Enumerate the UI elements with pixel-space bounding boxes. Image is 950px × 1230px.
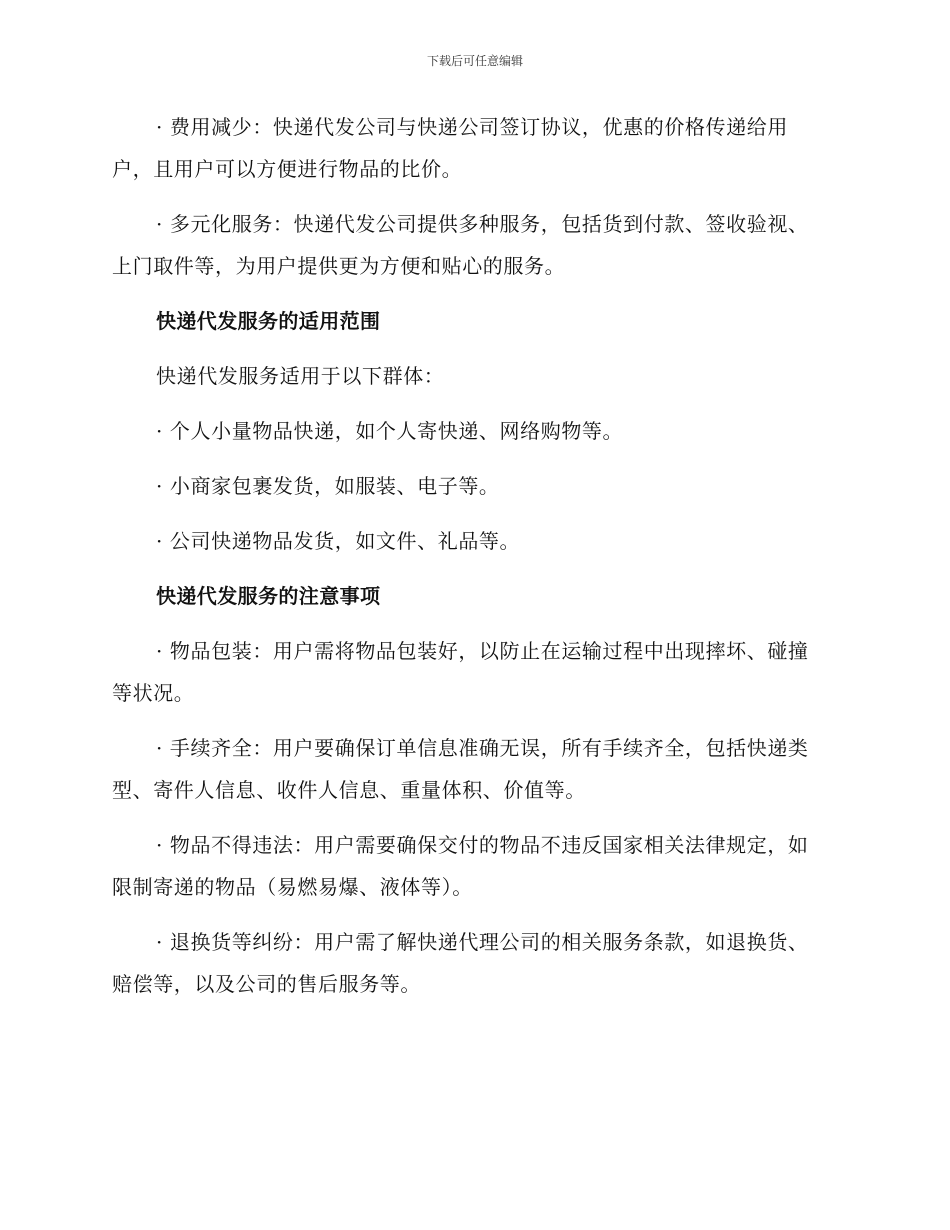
list-item-personal: · 个人小量物品快递，如个人寄快递、网络购物等。 — [156, 419, 624, 443]
heading-applicable-scope: 快递代发服务的适用范围 — [156, 309, 381, 333]
list-item-company: · 公司快递物品发货，如文件、礼品等。 — [156, 529, 521, 553]
paragraph-no-illegal-items: · 物品不得违法：用户需要确保交付的物品不违反国家相关法律规定，如限制寄递的物品（易燃易爆、液体等）。 — [112, 833, 809, 899]
page-header: 下载后可任意编辑 — [426, 54, 523, 68]
paragraph-cost-reduction: · 费用减少：快递代发公司与快递公司签订协议，优惠的价格传递给用户，且用户可以方便进行物品的比价。 — [112, 115, 788, 181]
paragraph-applicable-groups-intro: 快递代发服务适用于以下群体： — [156, 364, 445, 388]
list-item-small-merchant: · 小商家包裹发货，如服装、电子等。 — [156, 474, 500, 498]
document-body — [112, 106, 824, 1018]
paragraph-complete-procedures: · 手续齐全：用户要确保订单信息准确无误，所有手续齐全，包括快递类型、寄件人信息、收件人信息、重量体积、价值等。 — [112, 736, 809, 802]
paragraph-packaging: · 物品包装：用户需将物品包装好，以防止在运输过程中出现摔坏、碰撞等状况。 — [112, 639, 809, 705]
paragraph-return-disputes: · 退换货等纠纷：用户需了解快递代理公司的相关服务条款，如退换货、赔偿等，以及公司的售后服务等。 — [112, 930, 809, 996]
paragraph-diversified-service: · 多元化服务：快递代发公司提供多种服务，包括货到付款、签收验视、上门取件等，为用户提供更为方便和贴心的服务。 — [112, 212, 809, 278]
heading-precautions: 快递代发服务的注意事项 — [156, 584, 381, 608]
